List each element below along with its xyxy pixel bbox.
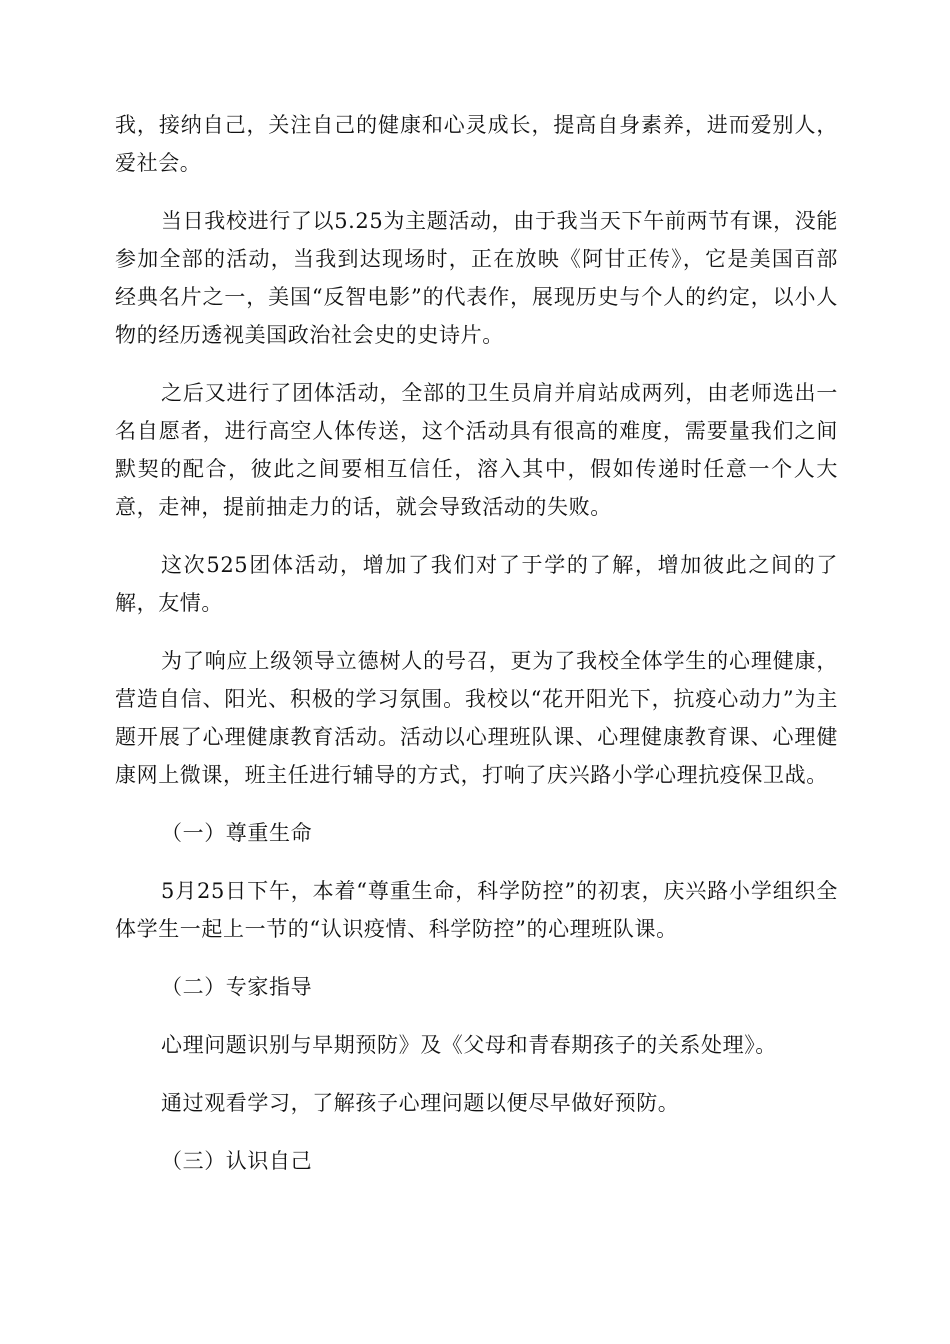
paragraph-watch-learn: 通过观看学习，了解孩子心理问题以便尽早做好预防。 <box>161 1091 680 1115</box>
paragraph-activity-summary: 这次525团体活动，增加了我们对了于学的了解，增加彼此之间的了解，友情。 <box>115 553 838 615</box>
paragraph-mental-health: 为了响应上级领导立德树人的号召，更为了我校全体学生的心理健康，营造自信、阳光、积极的学习氛围。我校以“花开阳光下，抗疫心动力”为主题开展了心理健康教育活动。活动以心理班队课、心理健康教育课、心理健康网上微课，班主任进行辅导的方式，打响了庆兴路小学心理抗疫保卫战。 <box>115 649 838 787</box>
paragraph-continuation: 我，接纳自己，关注自己的健康和心灵成长，提高自身素养，进而爱别人，爱社会。 <box>115 113 838 175</box>
paragraph-activity-day: 当日我校进行了以5.25为主题活动，由于我当天下午前两节有课，没能参加全部的活动，当我到达现场时，正在放映《阿甘正传》，它是美国百部经典名片之一，美国“反智电影”的代表作，展现历史与个人的约定，以小人物的经历透视美国政治社会史的史诗片。 <box>115 209 838 347</box>
paragraph-expert-courses: 心理问题识别与早期预防》及《父母和青春期孩子的关系处理》。 <box>161 1033 777 1057</box>
paragraph-may-25: 5月25日下午，本着“尊重生命，科学防控”的初衷，庆兴路小学组织全体学生一起上一节的“认识疫情、科学防控”的心理班队课。 <box>115 879 838 941</box>
section-heading-know-yourself: （三）认识自己 <box>161 1149 313 1173</box>
section-heading-expert-guidance: （二）专家指导 <box>161 975 313 999</box>
section-heading-respect-life: （一）尊重生命 <box>161 821 313 845</box>
paragraph-team-activity: 之后又进行了团体活动，全部的卫生员肩并肩站成两列，由老师选出一名自愿者，进行高空人体传送，这个活动具有很高的难度，需要量我们之间默契的配合，彼此之间要相互信任，溶入其中，假如传递时任意一个人大意，走神，提前抽走力的话，就会导致活动的失败。 <box>115 381 838 519</box>
